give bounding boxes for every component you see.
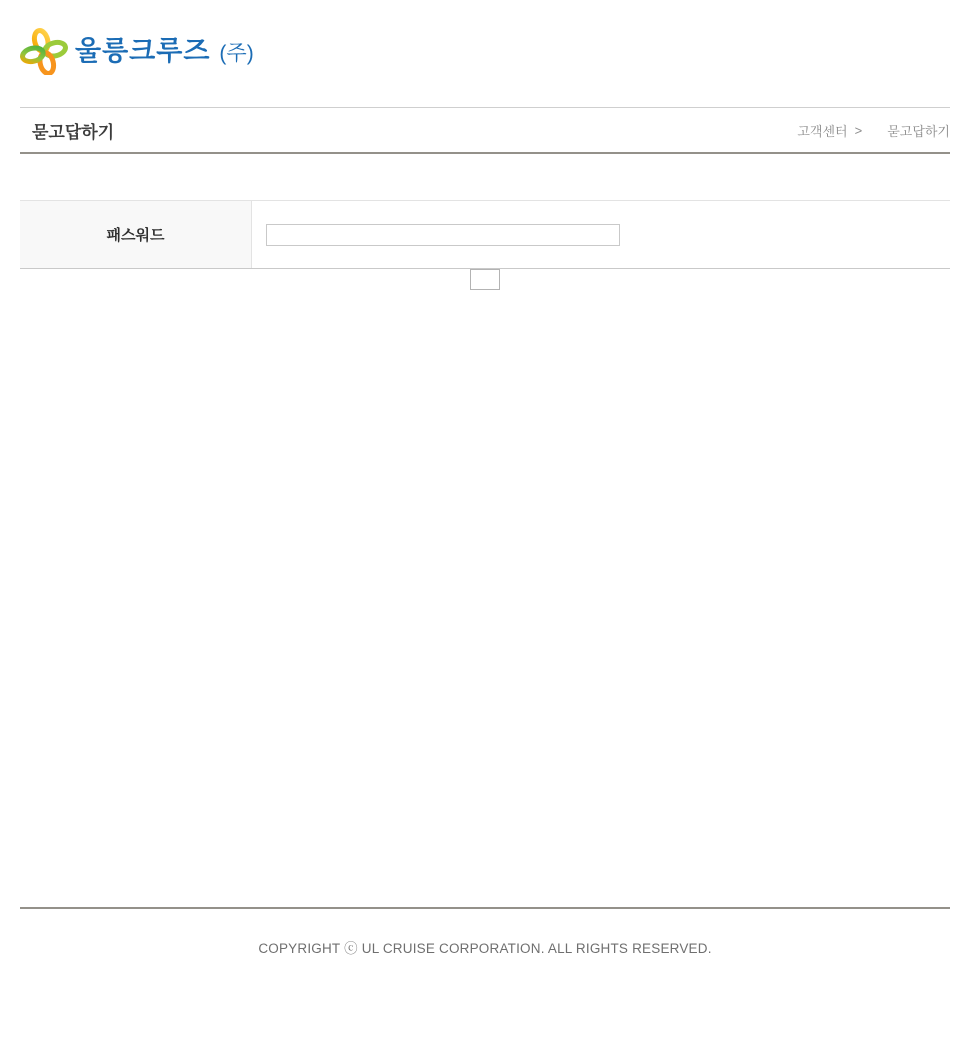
password-input-cell bbox=[252, 201, 950, 268]
password-table bbox=[20, 200, 950, 269]
breadcrumb-current[interactable]: 묻고답하기 bbox=[887, 123, 950, 139]
confirm-button[interactable] bbox=[470, 269, 500, 290]
spacer-above-table bbox=[0, 154, 970, 200]
password-label-cell bbox=[20, 201, 252, 268]
password-label: 패스워드 bbox=[106, 227, 165, 244]
button-row bbox=[0, 269, 970, 290]
title-bar bbox=[20, 107, 950, 154]
footer-copyright: COPYRIGHT ⓒ UL CRUISE CORPORATION. ALL RIGHTS RESERVED. bbox=[258, 941, 712, 956]
header bbox=[20, 0, 950, 107]
breadcrumb-parent[interactable]: 고객센터 bbox=[797, 123, 848, 139]
logo-flower-icon bbox=[20, 28, 68, 75]
page-title: 묻고답하기 bbox=[32, 122, 115, 142]
breadcrumb-separator: > bbox=[854, 122, 863, 138]
breadcrumb bbox=[797, 121, 950, 140]
logo-text: 울릉크루즈 bbox=[75, 36, 211, 66]
logo-suffix: (주) bbox=[219, 41, 254, 65]
content-spacer bbox=[0, 290, 970, 907]
logo[interactable] bbox=[20, 28, 254, 75]
password-input[interactable] bbox=[266, 224, 620, 246]
